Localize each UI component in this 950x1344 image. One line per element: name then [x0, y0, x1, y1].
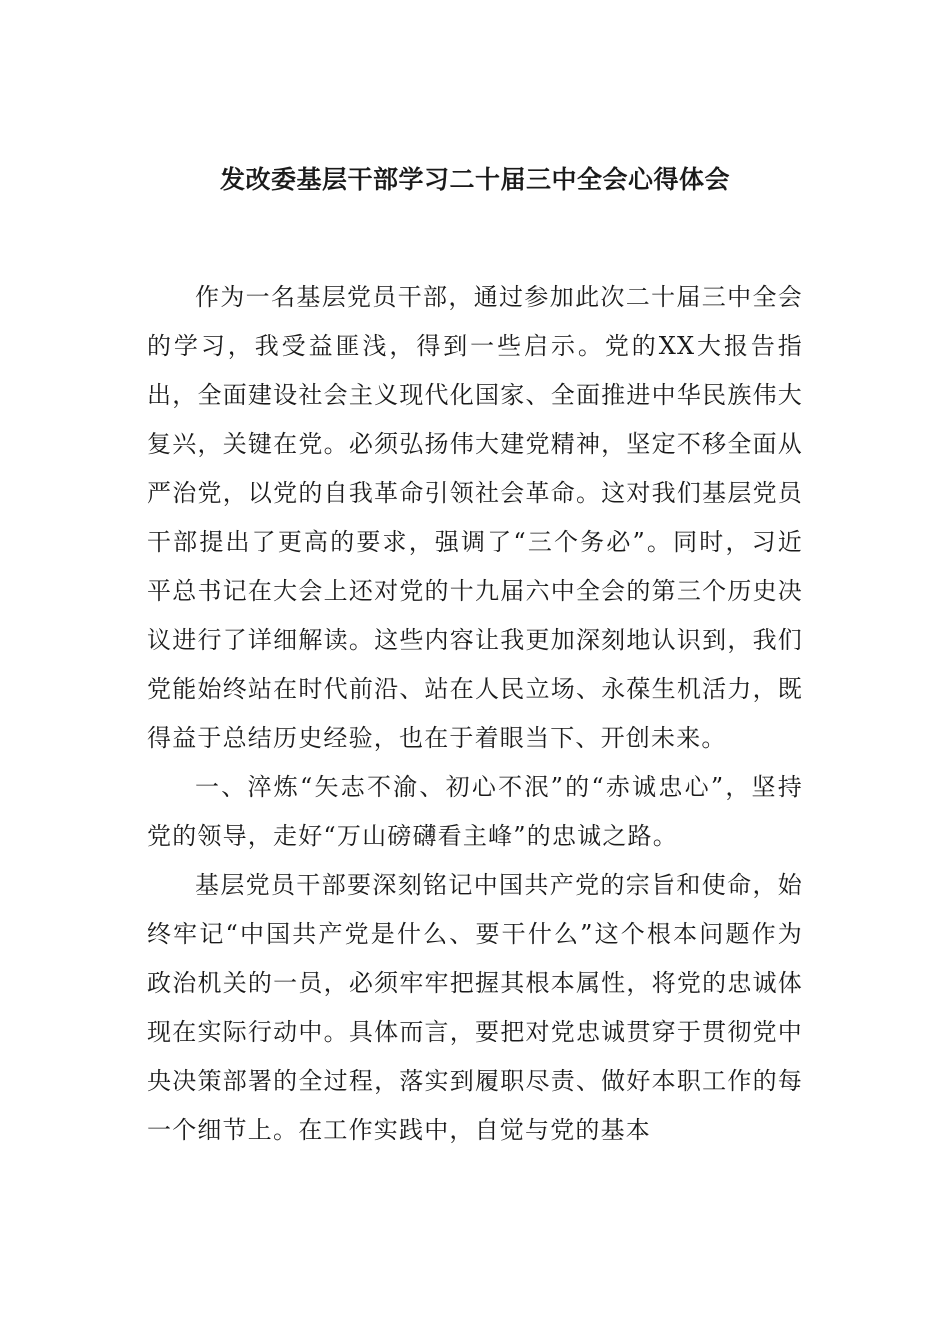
document-body	[147, 273, 803, 1155]
paragraph-section-body-1: 基层党员干部要深刻铭记中国共产党的宗旨和使命，始终牢记“中国共产党是什么、要干什么”这个根本问题作为政治机关的一员，必须牢牢把握其根本属性，将党的忠诚体现在实际行动中。具体而言，要把对党忠诚贯穿于贯彻党中央决策部署的全过程，落实到履职尽责、做好本职工作的每一个细节上。在工作实践中，自觉与党的基本	[147, 871, 803, 1144]
paragraph-intro: 作为一名基层党员干部，通过参加此次二十届三中全会的学习，我受益匪浅，得到一些启示。党的XX大报告指出，全面建设社会主义现代化国家、全面推进中华民族伟大复兴，关键在党。必须弘扬伟大建党精神，坚定不移全面从严治党，以党的自我革命引领社会革命。这对我们基层党员干部提出了更高的要求，强调了“三个务必”。同时，习近平总书记在大会上还对党的十九届六中全会的第三个历史决议进行了详细解读。这些内容让我更加深刻地认识到，我们党能始终站在时代前沿、站在人民立场、永葆生机活力，既得益于总结历史经验，也在于着眼当下、开创未来。	[147, 283, 803, 752]
paragraph-section-heading-1: 一、淬炼“矢志不渝、初心不泯”的“赤诚忠心”，坚持党的领导，走好“万山磅礴看主峰”的忠诚之路。	[147, 773, 803, 850]
document-title: 发改委基层干部学习二十届三中全会心得体会	[219, 165, 730, 194]
